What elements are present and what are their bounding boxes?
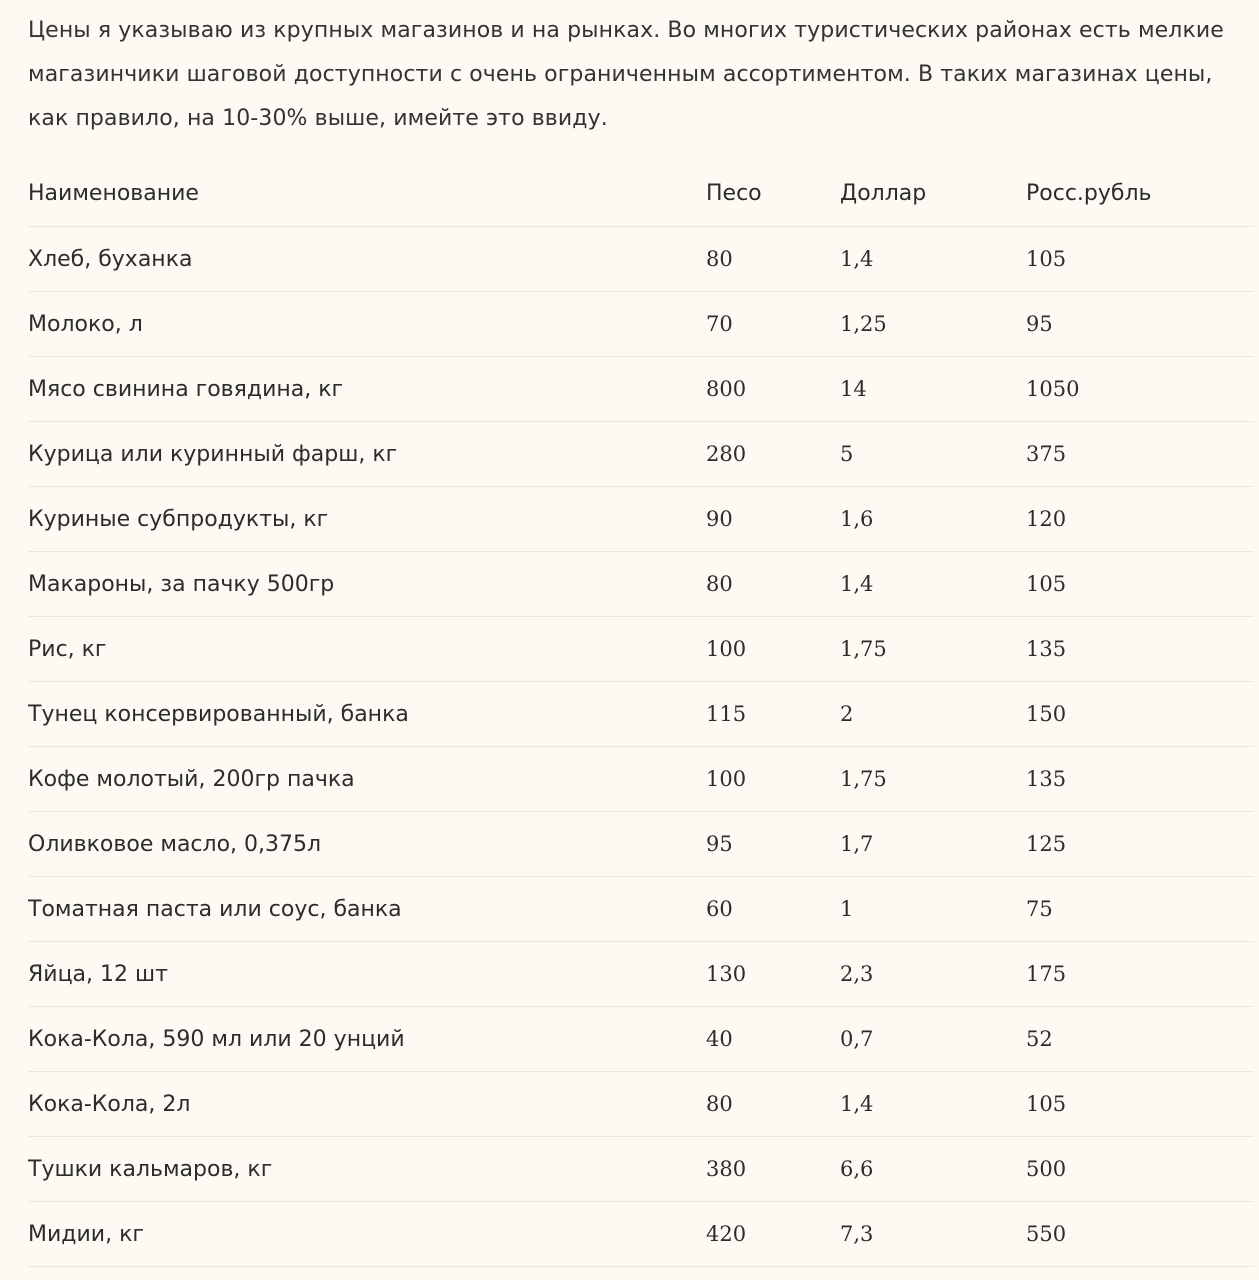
cell-name: Макароны, за пачку 500гр xyxy=(28,552,706,617)
cell-dollar: 6,6 xyxy=(840,1137,1026,1202)
table-row xyxy=(28,747,1254,812)
cell-name: Рис, кг xyxy=(28,617,706,682)
cell-dollar: 1,25 xyxy=(840,292,1026,357)
cell-peso: 420 xyxy=(706,1202,840,1267)
cell-name: Курица или куринный фарш, кг xyxy=(28,422,706,487)
cell-peso: 100 xyxy=(706,747,840,812)
table-row xyxy=(28,227,1254,292)
table-row xyxy=(28,1072,1254,1137)
cell-dollar: 1,4 xyxy=(840,1072,1026,1137)
cell-name: Хлеб, буханка xyxy=(28,227,706,292)
cell-peso: 130 xyxy=(706,942,840,1007)
cell-ruble: 550 xyxy=(1026,1202,1254,1267)
cell-ruble: 135 xyxy=(1026,617,1254,682)
cell-name: Мидии, кг xyxy=(28,1202,706,1267)
cell-peso: 280 xyxy=(706,422,840,487)
table-row xyxy=(28,1137,1254,1202)
table-row xyxy=(28,292,1254,357)
cell-dollar: 1,4 xyxy=(840,552,1026,617)
cell-dollar: 2 xyxy=(840,682,1026,747)
cell-name: Кофе молотый, 200гр пачка xyxy=(28,747,706,812)
cell-name: Томатная паста или соус, банка xyxy=(28,877,706,942)
table-row xyxy=(28,357,1254,422)
header-peso: Песо xyxy=(706,160,840,227)
table-row xyxy=(28,1007,1254,1072)
cell-name: Куриные субпродукты, кг xyxy=(28,487,706,552)
article-content xyxy=(28,0,1254,1247)
cell-name: Кока-Кола, 590 мл или 20 унций xyxy=(28,1007,706,1072)
cell-peso: 80 xyxy=(706,1072,840,1137)
cell-ruble: 175 xyxy=(1026,942,1254,1007)
cell-ruble: 105 xyxy=(1026,227,1254,292)
cell-ruble: 105 xyxy=(1026,1072,1254,1137)
cell-ruble: 105 xyxy=(1026,552,1254,617)
cell-peso: 40 xyxy=(706,1007,840,1072)
cell-ruble: 1050 xyxy=(1026,357,1254,422)
cell-dollar: 1,7 xyxy=(840,812,1026,877)
cell-peso: 60 xyxy=(706,877,840,942)
cell-peso: 80 xyxy=(706,552,840,617)
price-table xyxy=(28,160,1254,1267)
cell-dollar: 1,75 xyxy=(840,617,1026,682)
cell-ruble: 52 xyxy=(1026,1007,1254,1072)
header-ruble: Росс.рубль xyxy=(1026,160,1254,227)
cell-name: Молоко, л xyxy=(28,292,706,357)
table-row xyxy=(28,422,1254,487)
cell-dollar: 1,75 xyxy=(840,747,1026,812)
cell-peso: 380 xyxy=(706,1137,840,1202)
cell-name: Мясо свинина говядина, кг xyxy=(28,357,706,422)
table-body xyxy=(28,227,1254,1267)
cell-ruble: 125 xyxy=(1026,812,1254,877)
table-row xyxy=(28,617,1254,682)
cell-name: Тушки кальмаров, кг xyxy=(28,1137,706,1202)
cell-peso: 100 xyxy=(706,617,840,682)
cell-dollar: 7,3 xyxy=(840,1202,1026,1267)
cell-peso: 115 xyxy=(706,682,840,747)
header-dollar: Доллар xyxy=(840,160,1026,227)
cell-ruble: 500 xyxy=(1026,1137,1254,1202)
cell-ruble: 120 xyxy=(1026,487,1254,552)
table-row xyxy=(28,812,1254,877)
cell-dollar: 1 xyxy=(840,877,1026,942)
table-row xyxy=(28,942,1254,1007)
table-row xyxy=(28,552,1254,617)
cell-name: Яйца, 12 шт xyxy=(28,942,706,1007)
cell-dollar: 1,6 xyxy=(840,487,1026,552)
cell-dollar: 5 xyxy=(840,422,1026,487)
cell-ruble: 95 xyxy=(1026,292,1254,357)
cell-ruble: 75 xyxy=(1026,877,1254,942)
table-header-row xyxy=(28,160,1254,227)
cell-dollar: 2,3 xyxy=(840,942,1026,1007)
cell-peso: 70 xyxy=(706,292,840,357)
cell-peso: 80 xyxy=(706,227,840,292)
cell-ruble: 135 xyxy=(1026,747,1254,812)
cell-dollar: 14 xyxy=(840,357,1026,422)
cell-dollar: 1,4 xyxy=(840,227,1026,292)
cell-ruble: 150 xyxy=(1026,682,1254,747)
cell-name: Кока-Кола, 2л xyxy=(28,1072,706,1137)
cell-peso: 90 xyxy=(706,487,840,552)
table-row xyxy=(28,877,1254,942)
cell-ruble: 375 xyxy=(1026,422,1254,487)
table-row xyxy=(28,487,1254,552)
table-row xyxy=(28,682,1254,747)
cell-name: Оливковое масло, 0,375л xyxy=(28,812,706,877)
cell-dollar: 0,7 xyxy=(840,1007,1026,1072)
header-name: Наименование xyxy=(28,160,706,227)
table-row xyxy=(28,1202,1254,1267)
intro-paragraph: Цены я указываю из крупных магазинов и на рынках. Во многих туристических районах есть мелкие магазинчики шаговой доступности с очень ограниченным ассортиментом. В таких магазинах цены, как правило, на 10-30% выше, имейте это ввиду. xyxy=(28,18,1224,131)
cell-peso: 800 xyxy=(706,357,840,422)
cell-peso: 95 xyxy=(706,812,840,877)
cell-name: Тунец консервированный, банка xyxy=(28,682,706,747)
